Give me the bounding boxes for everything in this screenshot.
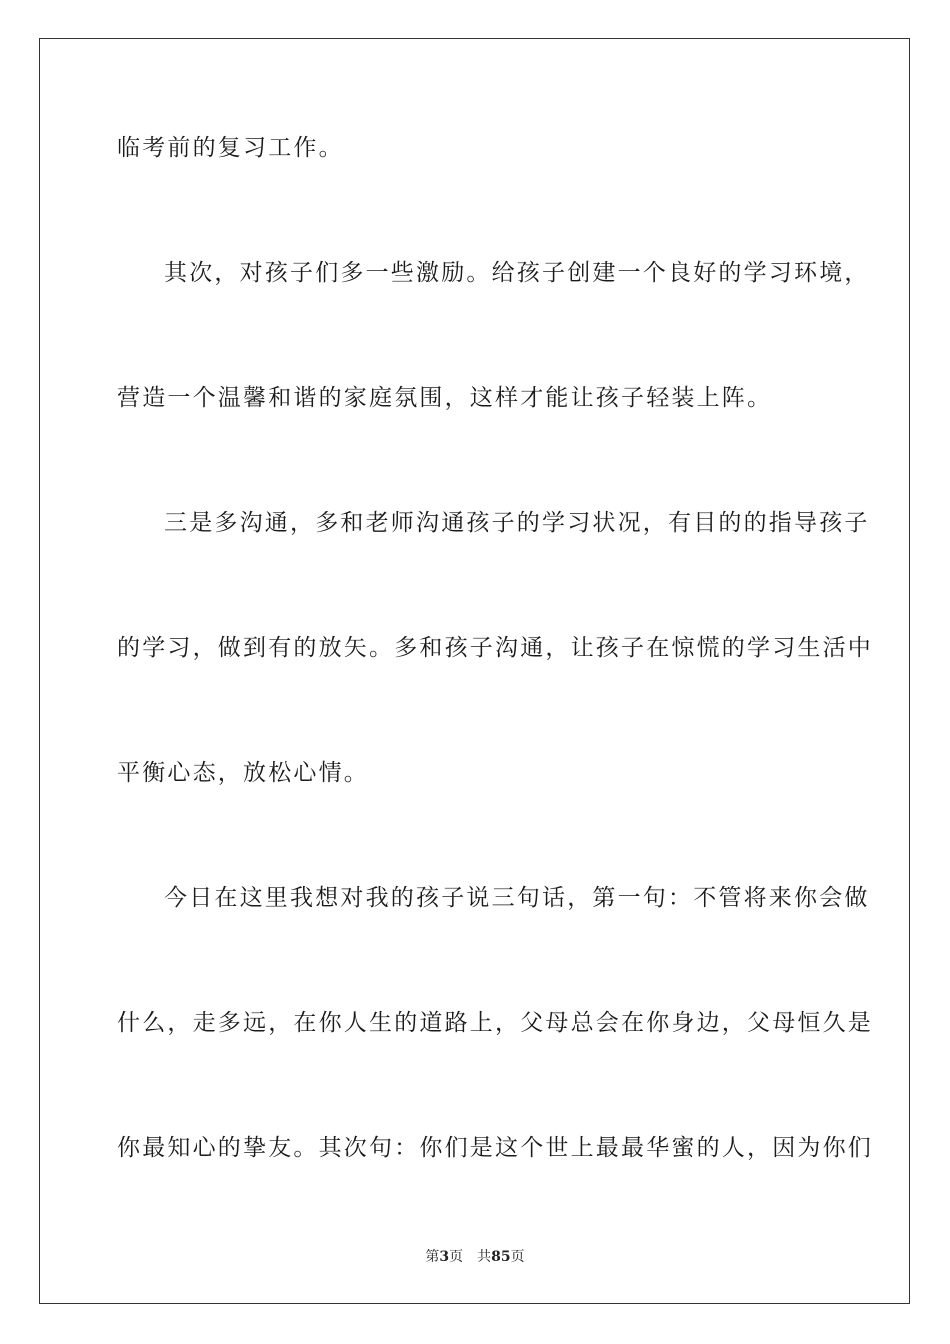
body-line: 什么，走多远，在你人生的道路上，父母总会在你身边，父母恒久是 bbox=[117, 1010, 873, 1036]
page-border bbox=[39, 38, 910, 1304]
page-prefix: 第 bbox=[425, 1249, 440, 1265]
page-number: 3 bbox=[439, 1249, 450, 1265]
total-pages: 85 bbox=[491, 1249, 511, 1265]
page-footer bbox=[0, 1248, 950, 1266]
body-line: 其次，对孩子们多一些激励。给孩子创建一个良好的学习环境， bbox=[164, 260, 870, 286]
body-line: 你最知心的挚友。其次句：你们是这个世上最最华蜜的人，因为你们 bbox=[117, 1135, 873, 1161]
total-prefix: 共 bbox=[477, 1249, 492, 1265]
body-line: 三是多沟通，多和老师沟通孩子的学习状况，有目的的指导孩子 bbox=[164, 510, 870, 536]
page-suffix: 页 bbox=[449, 1249, 464, 1265]
body-line: 平衡心态，放松心情。 bbox=[117, 760, 369, 786]
body-line: 今日在这里我想对我的孩子说三句话，第一句：不管将来你会做 bbox=[164, 885, 870, 911]
body-line: 营造一个温馨和谐的家庭氛围，这样才能让孩子轻装上阵。 bbox=[117, 385, 773, 411]
body-line: 临考前的复习工作。 bbox=[117, 135, 344, 161]
total-suffix: 页 bbox=[510, 1249, 525, 1265]
body-line: 的学习，做到有的放矢。多和孩子沟通，让孩子在惊慌的学习生活中 bbox=[117, 635, 873, 661]
